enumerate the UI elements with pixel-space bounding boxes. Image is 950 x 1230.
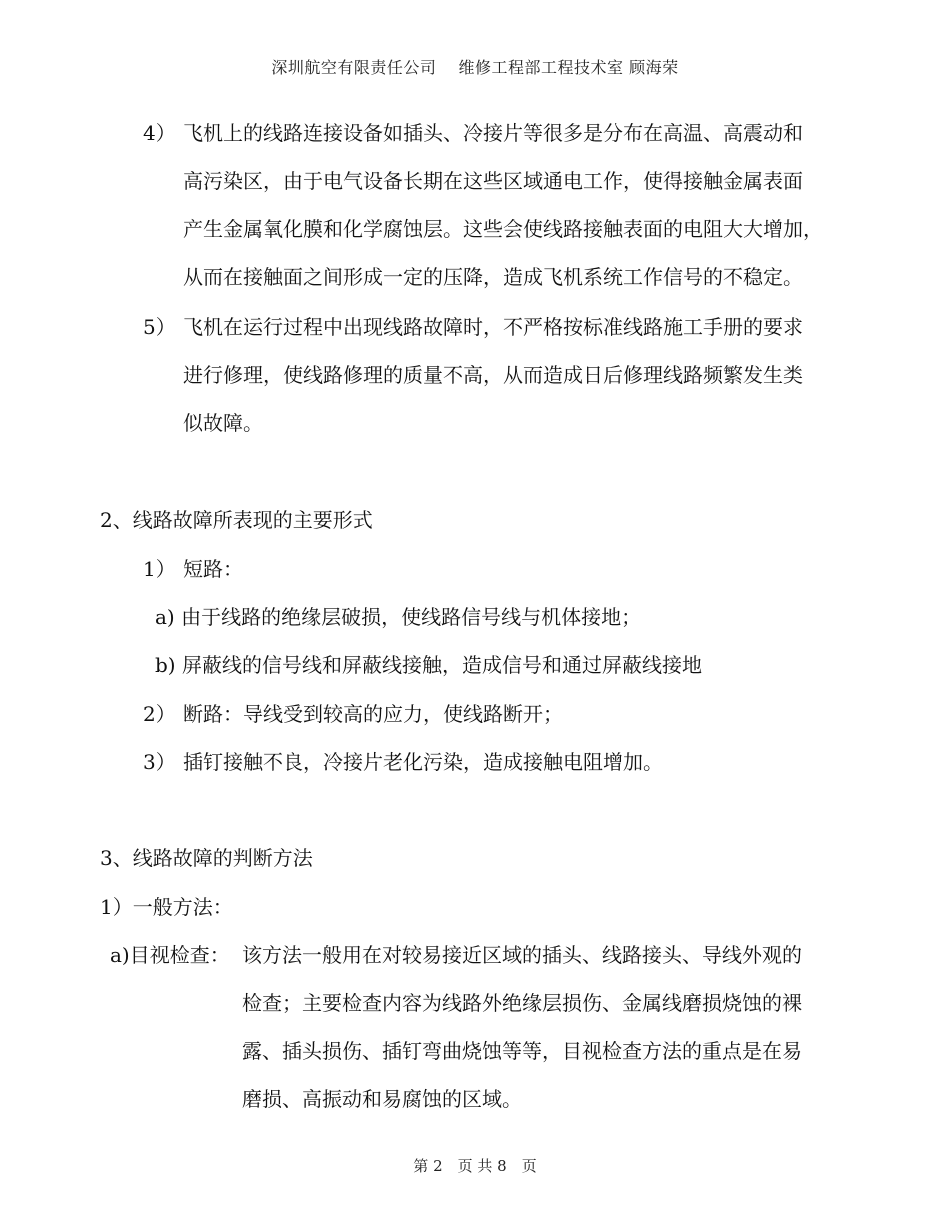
item-4-number: 4）: [143, 121, 176, 145]
item-4-line-3: 产生金属氧化膜和化学腐蚀层。这些会使线路接触表面的电阻大大增加，: [183, 217, 823, 241]
item-4-line-4: 从而在接触面之间形成一定的压降，造成飞机系统工作信号的不稳定。: [183, 265, 803, 289]
section-2-item-3-text: 插钉接触不良，冷接片老化污染，造成接触电阻增加。: [183, 750, 663, 774]
item-5-number: 5）: [143, 315, 176, 339]
section-2-item-2-number: 2）: [143, 702, 176, 726]
section-3-a-line-1: 该方法一般用在对较易接近区域的插头、线路接头、导线外观的: [242, 943, 802, 967]
item-5-line-3: 似故障。: [183, 411, 263, 435]
section-3-a-line-3: 露、插头损伤、插钉弯曲烧蚀等等，目视检查方法的重点是在易: [242, 1039, 802, 1063]
section-3-a-label: a)目视检查：: [110, 943, 230, 967]
section-3-title: 3、线路故障的判断方法: [100, 846, 313, 870]
page-footer: 第 2 页 共 8 页: [413, 1157, 537, 1175]
page-header: 深圳航空有限责任公司 维修工程部工程技术室 顾海荣: [271, 58, 679, 77]
section-3-subheading-1: 1）一般方法：: [100, 895, 233, 919]
section-2-item-1b: b) 屏蔽线的信号线和屏蔽线接触，造成信号和通过屏蔽线接地: [155, 653, 702, 677]
item-5-line-2: 进行修理，使线路修理的质量不高，从而造成日后修理线路频繁发生类: [183, 363, 803, 387]
section-2-item-1-number: 1）: [143, 557, 176, 581]
section-2-item-2-text: 断路：导线受到较高的应力，使线路断开；: [183, 702, 563, 726]
section-3-a-line-4: 磨损、高振动和易腐蚀的区域。: [242, 1087, 522, 1111]
item-5-line-1: 飞机在运行过程中出现线路故障时，不严格按标准线路施工手册的要求: [183, 315, 803, 339]
section-3-a-line-2: 检查；主要检查内容为线路外绝缘层损伤、金属线磨损烧蚀的裸: [242, 991, 802, 1015]
section-2-item-3-number: 3）: [143, 750, 176, 774]
section-2-item-1a: a) 由于线路的绝缘层破损，使线路信号线与机体接地；: [155, 605, 642, 629]
item-4-line-1: 飞机上的线路连接设备如插头、冷接片等很多是分布在高温、高震动和: [183, 121, 803, 145]
item-4-line-2: 高污染区，由于电气设备长期在这些区域通电工作，使得接触金属表面: [183, 169, 803, 193]
section-2-item-1-text: 短路：: [183, 557, 243, 581]
section-2-title: 2、线路故障所表现的主要形式: [100, 508, 373, 532]
